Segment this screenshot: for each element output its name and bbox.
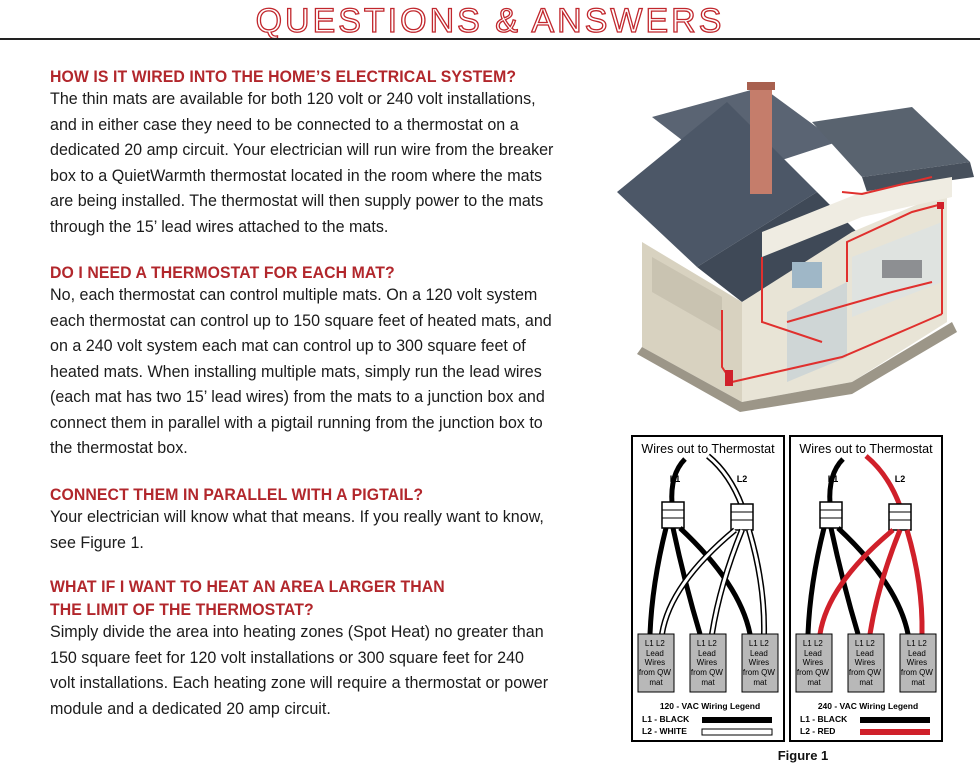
l2-label: L2 xyxy=(736,474,748,484)
panel-header: Wires out to Thermostat xyxy=(799,442,933,456)
page-title-text: QUESTIONS & ANSWERS xyxy=(255,2,725,38)
answer-line: connect them in parallel with a pigtail running from the junction box to xyxy=(50,413,543,432)
question-heading: DO I NEED A THERMOSTAT FOR EACH MAT? xyxy=(50,263,395,282)
answer-line: heated mats. When installing multiple mats, simply run the lead wires xyxy=(50,362,542,381)
answer-line: are being installed. The thermostat will then supply power to the mats xyxy=(50,192,544,210)
answer-line: Simply divide the area into heating zones (Spot Heat) no greater than xyxy=(50,623,544,641)
svg-text:L1 L2 Lead: L1 L2 Lead Wires from QW mat xyxy=(638,639,671,687)
answer-line: module and a dedicated 20 amp circuit. xyxy=(50,699,331,718)
question-heading: THE LIMIT OF THE THERMOSTAT? xyxy=(50,600,314,619)
lead-wire-box xyxy=(638,634,674,692)
lead-wire-box xyxy=(848,634,884,692)
legend-l2: L2 - RED xyxy=(800,726,836,736)
answer-line: Your electrician will know what that means. If you really want to know, xyxy=(50,508,544,526)
lead-wire-box xyxy=(742,634,778,692)
answer-line: (each mat has two 15’ lead wires) from the mats to a junction box and xyxy=(50,388,545,406)
l2-label: L2 xyxy=(894,474,906,484)
legend-l1: L1 - BLACK xyxy=(642,714,690,724)
figure-1-wiring-diagram xyxy=(630,434,976,746)
answer-line: dedicated 20 amp circuit. Your electrician will run wire from the breaker xyxy=(50,141,554,159)
answer-text xyxy=(50,620,620,722)
answer-text xyxy=(50,505,620,556)
qa-item-3 xyxy=(50,484,620,556)
legend-l2: L2 - WHITE xyxy=(642,726,687,736)
panel-240vac xyxy=(790,436,942,741)
qa-item-2 xyxy=(50,262,620,462)
lead-wire-box xyxy=(900,634,936,692)
answer-line: see Figure 1. xyxy=(50,533,144,552)
figure-caption: Figure 1 xyxy=(777,748,829,763)
l1-label: L1 xyxy=(827,474,839,484)
legend-title: 240 - VAC Wiring Legend xyxy=(817,701,919,711)
question-heading: CONNECT THEM IN PARALLEL WITH A PIGTAIL? xyxy=(50,485,424,504)
answer-line: volt installations. Each heating zone will require a thermostat or power xyxy=(50,674,549,692)
svg-text:L1 L2 Lead: L1 L2 Lead Wires from QW mat xyxy=(900,639,933,687)
panel-header: Wires out to Thermostat xyxy=(641,442,775,456)
answer-line: on a 240 volt system each mat can control up to 300 square feet of xyxy=(50,337,526,355)
lead-wire-box xyxy=(796,634,832,692)
legend-title: 120 - VAC Wiring Legend xyxy=(659,701,761,711)
answer-line: the thermostat box. xyxy=(50,439,188,457)
answer-line: box to a QuietWarmth thermostat located in the room where the mats xyxy=(50,166,543,185)
svg-text:L1 L2 Lead: L1 L2 Lead Wires from QW mat xyxy=(742,639,775,687)
svg-text:L1 L2 Lead: L1 L2 Lead Wires from QW mat xyxy=(690,639,723,687)
question-heading: WHAT IF I WANT TO HEAT AN AREA LARGER THAN xyxy=(50,577,445,596)
answer-line: each thermostat can control up to 150 square feet of heated mats, and xyxy=(50,311,552,330)
question-heading: HOW IS IT WIRED INTO THE HOME’S ELECTRICAL SYSTEM? xyxy=(50,67,517,86)
qa-item-4 xyxy=(50,576,620,722)
answer-text xyxy=(50,87,620,240)
house-cutaway-illustration xyxy=(612,82,977,412)
panel-120vac xyxy=(632,436,784,741)
lead-wire-box xyxy=(690,634,726,692)
answer-line: The thin mats are available for both 120 volt or 240 volt installations, xyxy=(50,90,536,108)
legend-l1: L1 - BLACK xyxy=(800,714,848,724)
qa-item-1 xyxy=(50,66,620,240)
svg-text:L1 L2 Lead: L1 L2 Lead Wires from QW mat xyxy=(848,639,881,687)
page-title xyxy=(0,0,980,38)
l1-label: L1 xyxy=(669,474,681,484)
answer-text xyxy=(50,283,620,462)
svg-text:L1 L2 Lead: L1 L2 Lead Wires from QW mat xyxy=(796,639,829,687)
answer-line: and in either case they need to be connected to a thermostat on a xyxy=(50,115,519,134)
answer-line: No, each thermostat can control multiple mats. On a 120 volt system xyxy=(50,286,538,304)
answer-line: 150 square feet for 120 volt installations or 300 square feet for 240 xyxy=(50,648,525,667)
answer-line: through the 15’ lead wires attached to the mats. xyxy=(50,217,389,236)
title-rule xyxy=(0,38,980,40)
